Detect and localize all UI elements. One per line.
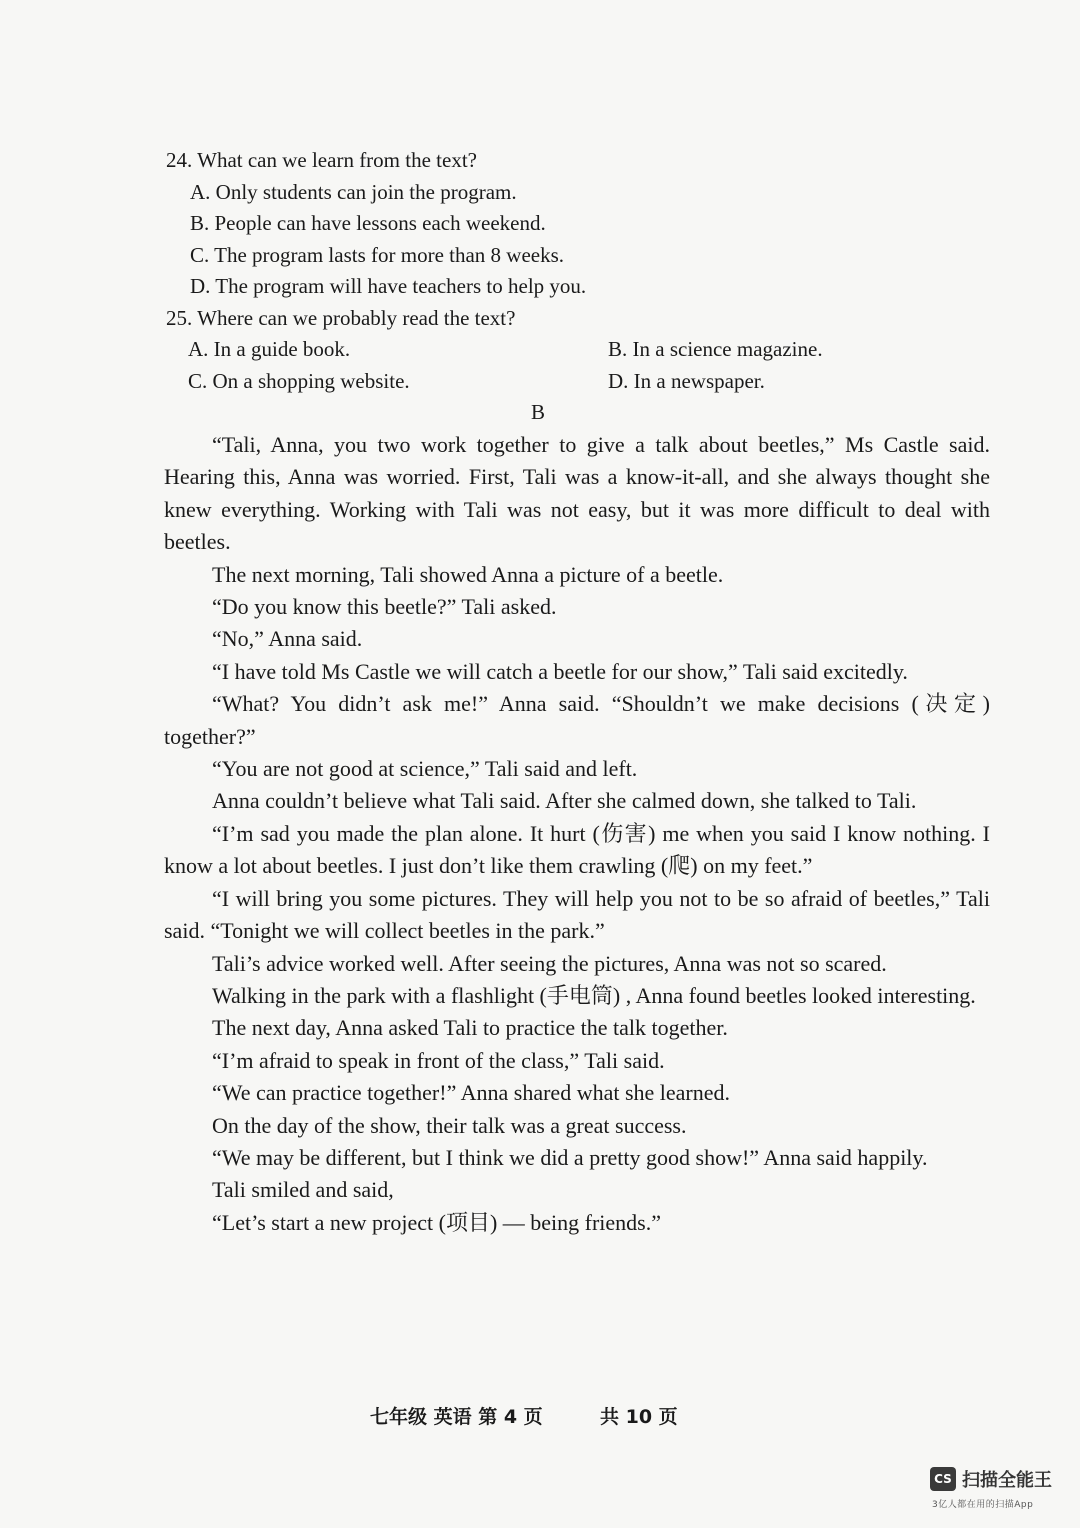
question-25-option-d: D. In a newspaper. [608,368,765,393]
story-paragraph: “Tali, Anna, you two work together to give a talk about beetles,” Ms Castle said. Hearing this, Anna was worried. First, Tali was a know-it-all, and she always thought she knew everything. Working with Tali was not easy, but it was more difficult to deal with beetles. [164,432,990,555]
question-25-options-row-1 [166,334,996,366]
story-paragraph: “I’m afraid to speak in front of the class,” Tali said. [212,1047,665,1073]
story-paragraph: Anna couldn’t believe what Tali said. After she calmed down, she talked to Tali. [212,788,917,814]
footer-total-pages: 共 10 页 [600,1406,678,1428]
story-paragraph: The next morning, Tali showed Anna a picture of a beetle. [212,561,724,587]
question-24-option-b: B. People can have lessons each weekend. [190,211,546,235]
question-25-option-c: C. On a shopping website. [188,368,410,393]
watermark-tagline: 3亿人都在用的扫描App [932,1500,1034,1510]
scanner-watermark [930,1463,1070,1515]
watermark-app-name: 扫描全能王 [962,1470,1052,1491]
story-paragraph: “No,” Anna said. [212,626,363,652]
story-paragraph: Tali smiled and said, [212,1177,394,1203]
story-paragraph: “Let’s start a new project (项目) — being friends.” [212,1209,662,1235]
question-25-option-a: A. In a guide book. [188,337,351,361]
story-paragraph: The next day, Anna asked Tali to practice the talk together. [212,1015,728,1041]
camscanner-logo-icon: CS [930,1467,956,1491]
question-24-option-a: A. Only students can join the program. [190,179,517,204]
story-paragraph: “I will bring you some pictures. They will help you not to be so afraid of beetles,” Tali said. “Tonight we will collect beetles in the park.” [164,885,990,944]
question-24-option-d: D. The program will have teachers to help you. [190,274,587,298]
questions-block [166,145,996,429]
story-paragraph: “What? You didn’t ask me!” Anna said. “Shouldn’t we make decisions (决定) together?” [164,691,990,749]
story-paragraph: “I have told Ms Castle we will catch a beetle for our show,” Tali said excitedly. [212,658,908,684]
story-paragraph: “We may be different, but I think we did a pretty good show!” Anna said happily. [212,1144,928,1170]
story-paragraph: Tali’s advice worked well. After seeing the pictures, Anna was not so scared. [212,950,887,976]
story-paragraph: On the day of the show, their talk was a great success. [212,1112,687,1138]
story-paragraph: Walking in the park with a flashlight (手电筒) , Anna found beetles looked interesting. [212,982,976,1008]
story-paragraph: “I’m sad you made the plan alone. It hurt (伤害) me when you said I know nothing. I know a lot about beetles. I just don’t like them crawling (爬) on my feet.” [164,820,990,879]
story-paragraph: “Do you know this beetle?” Tali asked. [212,594,557,620]
section-b-heading: B [530,400,545,424]
story-passage [164,429,990,1239]
story-paragraph: “We can practice together!” Anna shared what she learned. [212,1080,731,1106]
question-25-option-b: B. In a science magazine. [608,337,823,361]
story-paragraph: “You are not good at science,” Tali said and left. [212,756,638,782]
question-25-options-row-2 [166,366,996,398]
question-24-stem: 24. What can we learn from the text? [166,148,477,172]
footer-page-info: 七年级 英语 第 4 页 [370,1406,543,1428]
question-24-option-c: C. The program lasts for more than 8 weeks. [190,242,565,267]
question-25-stem: 25. Where can we probably read the text? [166,305,516,330]
